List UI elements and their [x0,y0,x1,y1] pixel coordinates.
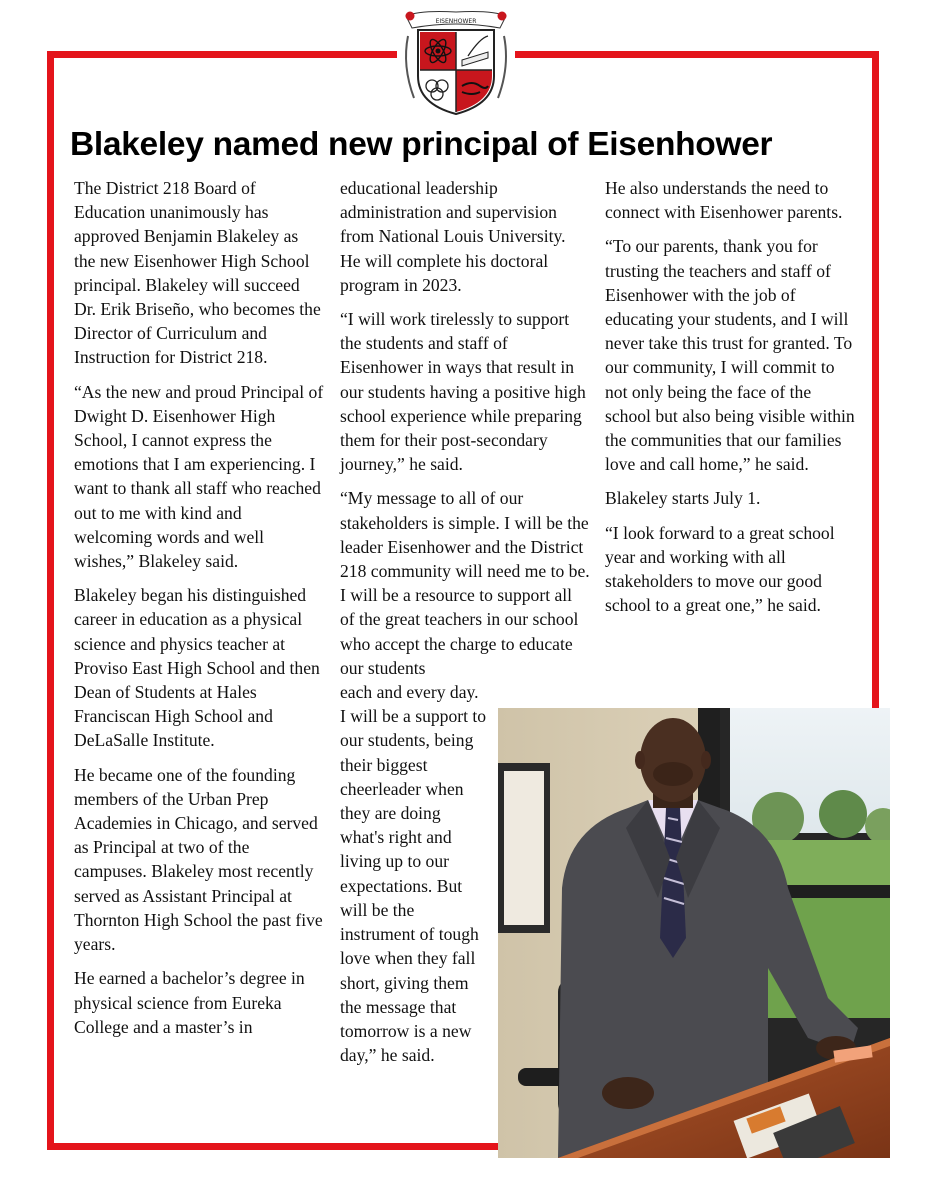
school-crest-icon [400,6,512,118]
principal-portrait-image [498,708,890,1158]
article-paragraph: “I will work tirelessly to support the students and staff of Eisenhower in ways that result in our students having a positive high school experience while preparing them for their post-secondary journey,” he said. [340,309,586,475]
article-paragraph: “To our parents, thank you for trusting the teachers and staff of Eisenhower with the job of educating your students, and I will never take this trust for granted. To our community, I will commit to not only being the face of the school but also being visible within the communities that our families love and call home,” he said. [605,236,855,475]
article-paragraph: He became one of the founding members of the Urban Prep Academies in Chicago, and served as Principal at two of the campuses. Blakeley most recently served as Assistant Principal at Thornton High School the past five years. [74,764,323,955]
article-paragraph: Blakeley starts July 1. [605,488,761,509]
article-paragraph: He also understands the need to connect with Eisenhower parents. [605,178,843,223]
article-paragraph: The District 218 Board of Education unanimously has approved Benjamin Blakeley as the new Eisenhower High School principal. Blakeley will succeed Dr. Erik Briseño, who becomes the Director of Curriculum and Instruction for District 218. [74,178,321,368]
article-column-3 [605,176,855,627]
article-paragraph-wrapped: each and every day. I will be a support to our students, being their biggest cheerleader when they are doing what's right and living up to our expectations. But will be the instrument of tough love when they fall short, giving them the message that tomorrow is a new day,” he said. [340,682,487,1066]
article-paragraph: “I look forward to a great school year and working with all stakeholders to move our good school to a great one,” he said. [605,522,835,616]
article-column-1 [74,176,324,1049]
article-paragraph: Blakeley began his distinguished career in education as a physical science and physics teacher at Proviso East High School and then Dean of Students at Hales Franciscan High School and DeLaSalle Institute. [74,585,320,751]
article-paragraph: “My message to all of our stakeholders is simple. I will be the leader Eisenhower and the District 218 community will need me to be. I will be a resource to support all of the great teachers in our school who accept the charge to educate our students [340,488,590,678]
principal-photo [498,708,890,1158]
article-paragraph: “As the new and proud Principal of Dwight D. Eisenhower High School, I cannot express the emotions that I am experiencing. I want to thank all staff who reached out to me with kind and welcoming words and well wishes,” Blakeley said. [74,381,324,572]
crest-banner-text: EISENHOWER [435,18,477,25]
article-paragraph: He earned a bachelor’s degree in physical science from Eureka College and a master’s in [74,968,305,1037]
article-paragraph: educational leadership administration and supervision from National Louis University. He will complete his doctoral program in 2023. [340,178,566,295]
article-headline: Blakeley named new principal of Eisenhower [70,126,773,163]
